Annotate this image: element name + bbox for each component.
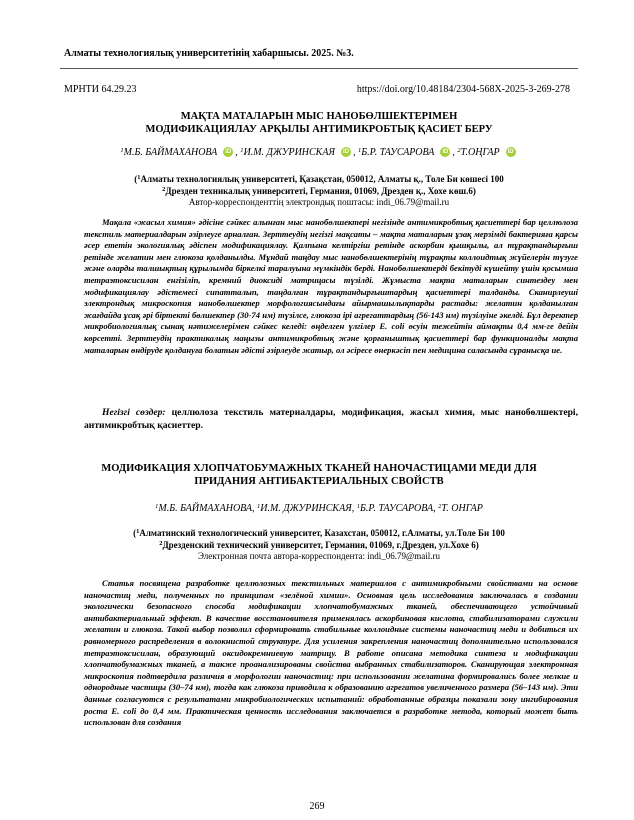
page-number: 269 bbox=[309, 801, 325, 812]
kz-email: Автор-корреспонденттің электрондық поштасы: indi_06.79@mail.ru bbox=[188, 197, 450, 207]
orcid-icon[interactable]: iD bbox=[225, 149, 232, 155]
author-name: Т. ОНГАР bbox=[441, 503, 483, 514]
kz-title bbox=[60, 110, 578, 136]
author-affil-sup: 1 bbox=[356, 503, 361, 510]
kz-affiliation-1: ($^1$Алматы технологиялық университеті, Қазақстан, 050012, Алматы қ., Толе Би көшесі 100 bbox=[134, 174, 504, 184]
author-separator: , bbox=[252, 503, 257, 514]
author-name: Т.ОҢГАР bbox=[460, 147, 500, 158]
orcid-icon[interactable]: iD bbox=[507, 149, 514, 155]
kz-keywords-text: целлюлоза текстиль материалдары, модификация, жасыл химия, мыс нанобөлшектері, антимикробтық қасиеттер. bbox=[84, 407, 578, 431]
kz-abstract: Мақала «жасыл химия» әдісіне сәйкес алынған мыс нанобөлшектері негізінде антимикробтық қасиеттері бар целлюлоза текстиль материалдарын әзірлеуге арналған. Зерттеудің негізгі мақсаты – мақта маталарын ұзақ мерзімді бактерияға қарсы әсер ететін экологиялық әдіспен модификациялау. Қалпына келтіргіш ретінде аскорбин қышқылы, ал тұрақтандырғыш ретінде желатин мен глюкоза қолданылды. Мұндай таңдау мыс нанобөлшектерінің тұрақты коллоидтық жүйелерін түзуге және оларды талшықтың құрылымда біркелкі таралуына мүмкіндік берді. Нанобөлшектерді бекітуді күшейту үшін қосымша тетраэтоксисилан енгізіліп, кремний диоксиді матрицасы түзілді. Жұмыста мақта маталарын синтездеу мен модификациялау әдістемесі сипатталып, таңдалған тұрақтандырғыштардың қасиеттері талданды. Сканирлеуші электрондық микроскопия нанобөлшектер морфологиясындағы айырмашылықтарды растады: желатин қолданылған жағдайда ұсақ әрі біртекті бөлшектер (30-74 нм) түзілсе, глюкоза ірі агрегаттардың (56-143 нм) түзілуіне әкелді. Бұл деректер микробиологиялық сынақ нәтижелерімен сәйкес келеді: өңделген үлгілер E. coli өсуін тежейтін аймақты 0,4 мм-ге дейін көрсетті. Зерттеудің практикалық маңызы антимикробтық және қорғаныштық қасиеттері бар функционалды мақта маталарын өндіруде қолдануға болатын әдісті әзірлеуде жатыр, ол әсіресе өнеркәсіп пен медицина саласында сұранысқа ие. bbox=[84, 217, 578, 355]
author-separator: , bbox=[353, 147, 359, 158]
kz-title-line1: МАҚТА МАТАЛАРЫН МЫС НАНОБӨЛШЕКТЕРІМЕН bbox=[180, 111, 458, 122]
author-name: Б.Р. ТАУСАРОВА bbox=[361, 147, 435, 158]
orcid-icon[interactable]: iD bbox=[343, 149, 350, 155]
ru-authors bbox=[60, 502, 578, 515]
author-affil-sup: 2 bbox=[457, 147, 461, 154]
ru-affiliations bbox=[60, 528, 578, 563]
affil-sup: 1 bbox=[136, 528, 140, 535]
ru-title bbox=[60, 462, 578, 488]
author-separator: , bbox=[433, 503, 439, 514]
author-affil-sup: 1 bbox=[358, 147, 362, 154]
affil-sup: 2 bbox=[159, 539, 163, 547]
ru-title-line2: ПРИДАНИЯ АНТИБАКТЕРИАЛЬНЫХ СВОЙСТВ bbox=[194, 476, 444, 487]
affil-sup: 1 bbox=[137, 174, 141, 181]
header-divider bbox=[60, 68, 578, 69]
affil-text: Алматы технологиялық университеті, Қазақстан, 050012, Алматы қ., Толе Би көшесі 100 bbox=[140, 174, 504, 184]
author-affil-sup: 2 bbox=[438, 503, 442, 510]
kz-keywords bbox=[84, 406, 578, 432]
orcid-icon[interactable]: iD bbox=[442, 149, 449, 155]
kz-title-line2: МОДИФИКАЦИЯЛАУ АРҚЫЛЫ АНТИМИКРОБТЫҚ ҚАСИЕТ БЕРУ bbox=[145, 124, 493, 135]
kz-affiliations bbox=[60, 174, 578, 209]
journal-header: Алматы технологиялық университетінің хабаршысы. 2025. №3. bbox=[64, 48, 354, 59]
author-separator: , bbox=[351, 503, 357, 514]
author-affil-sup: 1 bbox=[120, 147, 124, 154]
author-separator: , bbox=[235, 147, 241, 158]
mrnti-code: МРНТИ 64.29.23 bbox=[64, 84, 137, 95]
author-name: И.М. ДЖУРИНСКАЯ bbox=[243, 147, 336, 158]
affil-text: Алматинский технологический университет, Казахстан, 050012, г.Алматы, ул.Толе Би 100 bbox=[139, 528, 505, 538]
author-affil-sup: 1 bbox=[257, 503, 261, 510]
author-name: Б.Р. ТАУСАРОВА bbox=[360, 503, 434, 514]
ru-email: Электронная почта автора-корреспондента: indi_06.79@mail.ru bbox=[197, 551, 441, 561]
kz-authors bbox=[60, 146, 578, 159]
affil-text: Дрезденский технический университет, Германия, 01069, г.Дрезден, ул.Хохе 6) bbox=[162, 539, 479, 550]
affil-text: Дрезден техникалық университеті, Германия, 01069, Дрезден қ., Хохе көш.6) bbox=[165, 185, 476, 196]
author-affil-sup: 1 bbox=[240, 147, 244, 154]
ru-affiliation-1: ($^1$Алматинский технологический университет, Казахстан, 050012, г.Алматы, ул.Толе Би 100 bbox=[133, 528, 505, 538]
author-name: М.Б. БАЙМАХАНОВА bbox=[158, 503, 252, 514]
author-separator: , bbox=[452, 147, 458, 158]
affil-sup: 2 bbox=[162, 185, 166, 193]
doi-link[interactable]: https://doi.org/10.48184/2304-568X-2025-3-269-278 bbox=[356, 84, 570, 95]
ru-title-line1: МОДИФИКАЦИЯ ХЛОПЧАТОБУМАЖНЫХ ТКАНЕЙ НАНОЧАСТИЦАМИ МЕДИ ДЛЯ bbox=[101, 463, 537, 474]
author-affil-sup: 1 bbox=[155, 503, 159, 510]
ru-abstract: Статья посвящена разработке целлюлозных текстильных материалов с антимикробными свойствами на основе наночастиц меди, полученных по принципам «зелёной химии». Основная цель исследования заключалась в создании экологически безопасного способа модификации хлопчатобумажных тканей, обеспечивающего устойчивый антибактериальный эффект. В качестве восстановителя применялась аскорбиновая кислота, стабилизаторами служили желатин и глюкоза. Такой выбор позволил сформировать стабильные коллоидные системы наночастиц меди и добиться их равномерного распределения в волокнистой структуре. Для усиления закрепления наночастиц дополнительно использовался тетраэтоксисилан, образующий оксидокремниевую матрицу. В работе описана методика синтеза и модификации хлопчатобумажных тканей, а также проанализированы свойства выбранных стабилизаторов. Сканирующая электронная микроскопия подтвердила различия в морфологии наночастиц: при использовании желатина формировались более мелкие и однородные частицы (30–74 нм), тогда как глюкоза приводила к образованию агрегатов увеличенного размера (56–143 нм). Эти данные согласуются с результатами микробиологических испытаний: обработанные образцы показали зону ингибирования роста E. coli до 0,4 мм. Практическая ценность исследования заключается в разработке метода, который может быть использован для создания bbox=[84, 578, 578, 728]
kz-affiliation-2 bbox=[60, 186, 578, 198]
ru-affiliation-2 bbox=[60, 540, 578, 552]
author-name: М.Б. БАЙМАХАНОВА bbox=[123, 147, 218, 158]
kz-keywords-label: Негізгі сөздер: bbox=[102, 407, 166, 418]
author-name: И.М. ДЖУРИНСКАЯ bbox=[260, 503, 352, 514]
